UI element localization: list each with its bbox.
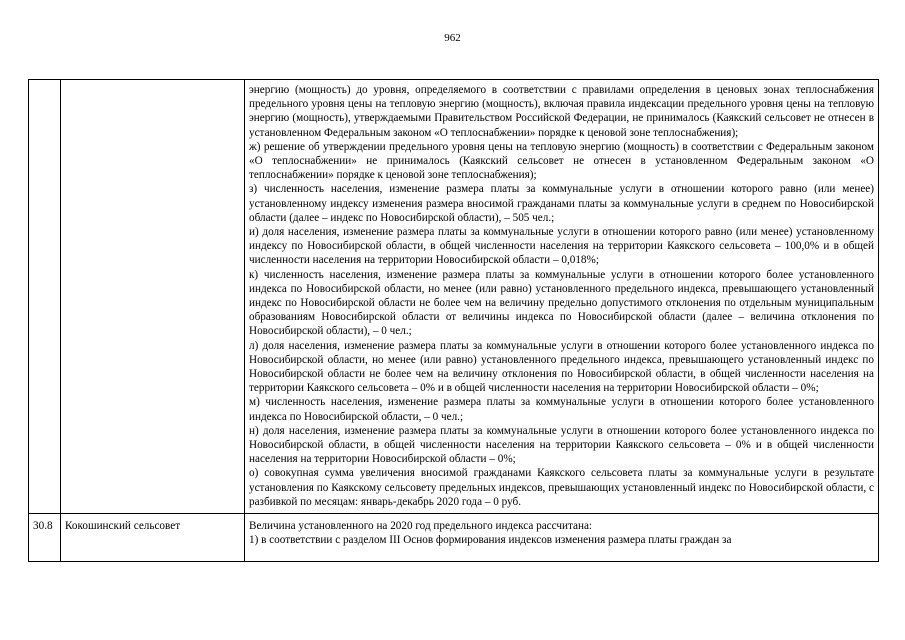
paragraph: м) численность населения, изменение размера платы за коммунальные услуги в отношении которого более установленного индекса по Новосибирской области, – 0 чел.;	[249, 396, 874, 423]
municipality-name-cell: Кокошинский сельсовет	[61, 514, 245, 562]
row-number-cell	[29, 80, 61, 514]
page-number: 962	[444, 32, 461, 44]
municipality-name-cell	[61, 80, 245, 514]
row-number-cell: 30.8	[29, 514, 61, 562]
paragraph: Величина установленного на 2020 год предельного индекса рассчитана:	[249, 520, 593, 533]
paragraph: к) численность населения, изменение размера платы за коммунальные услуги в отношении которого более установленного индекса по Новосибирской области, но менее (или равно) установленного предельного индекса, превышающего установленный индекс по Новосибирской области не более чем на величину предельно допустимого отклонения по отдельным муниципальным образованиям Новосибирской области от величины индекса по Новосибирской области (далее – величина отклонения по Новосибирской области), – 0 чел.;	[249, 268, 874, 338]
paragraph: 1) в соответствии с разделом III Основ формирования индексов изменения размера платы граждан за	[249, 534, 732, 547]
paragraph: о) совокупная сумма увеличения вносимой гражданами Каякского сельсовета платы за коммунальные услуги в результате установления по Каякскому сельсовету предельных индексов, превышающих установленный индекс по Новосибирской области, с разбивкой по месяцам: январь-декабрь 2020 года – 0 руб.	[249, 467, 874, 508]
paragraph: и) доля населения, изменение размера платы за коммунальные услуги в отношении которого равно (или менее) установленному индексу по Новосибирской области, в общей численности населения на территории Каякского сельсовета – 100,0% и в общей численности населения на территории Новосибирской области – 0,018%;	[249, 226, 874, 267]
paragraph: энергию (мощность) до уровня, определяемого в соответствии с правилами определения в ценовых зонах теплоснабжения предельного уровня цены на тепловую энергию (мощность), включая правила индексации предельного уровня цены на тепловую энергию (мощность), утверждаемыми Правительством Российской Федерации, не принималось (Каякский сельсовет не отнесен в установленном Федеральным законом «О теплоснабжении» порядке к ценовой зоне теплоснабжения);	[249, 84, 874, 139]
paragraph: ж) решение об утверждении предельного уровня цены на тепловую энергию (мощность) в соответствии с Федеральным законом «О теплоснабжении» не принималось (Каякский сельсовет не отнесен в установленном Федеральным законом «О теплоснабжении» порядке к ценовой зоне теплоснабжения);	[249, 140, 874, 182]
description-cell	[245, 514, 879, 562]
table-row	[29, 80, 879, 514]
paragraph: н) доля населения, изменение размера платы за коммунальные услуги в отношении которого более установленного индекса по Новосибирской области, в общей численности населения на территории Каякского сельсовета – 0% и в общей численности населения на территории Новосибирской области – 0%;	[249, 424, 874, 466]
document-table	[28, 79, 879, 562]
paragraph: л) доля населения, изменение размера платы за коммунальные услуги в отношении которого более установленного индекса по Новосибирской области, но менее (или равно) установленного предельного индекса, превышающего установленный индекс по Новосибирской области не более чем на величину отклонения по Новосибирской области, в общей численности населения на территории Каякского сельсовета – 0% и в общей численности населения на территории Новосибирской области – 0%;	[249, 339, 874, 395]
paragraph: з) численность населения, изменение размера платы за коммунальные услуги в отношении которого равно (или менее) установленному индексу изменения размера вносимой гражданами платы за коммунальные услуги в среднем по Новосибирской области (далее – индекс по Новосибирской области), – 505 чел.;	[249, 183, 874, 224]
table-row	[29, 514, 879, 562]
description-cell	[245, 80, 879, 514]
